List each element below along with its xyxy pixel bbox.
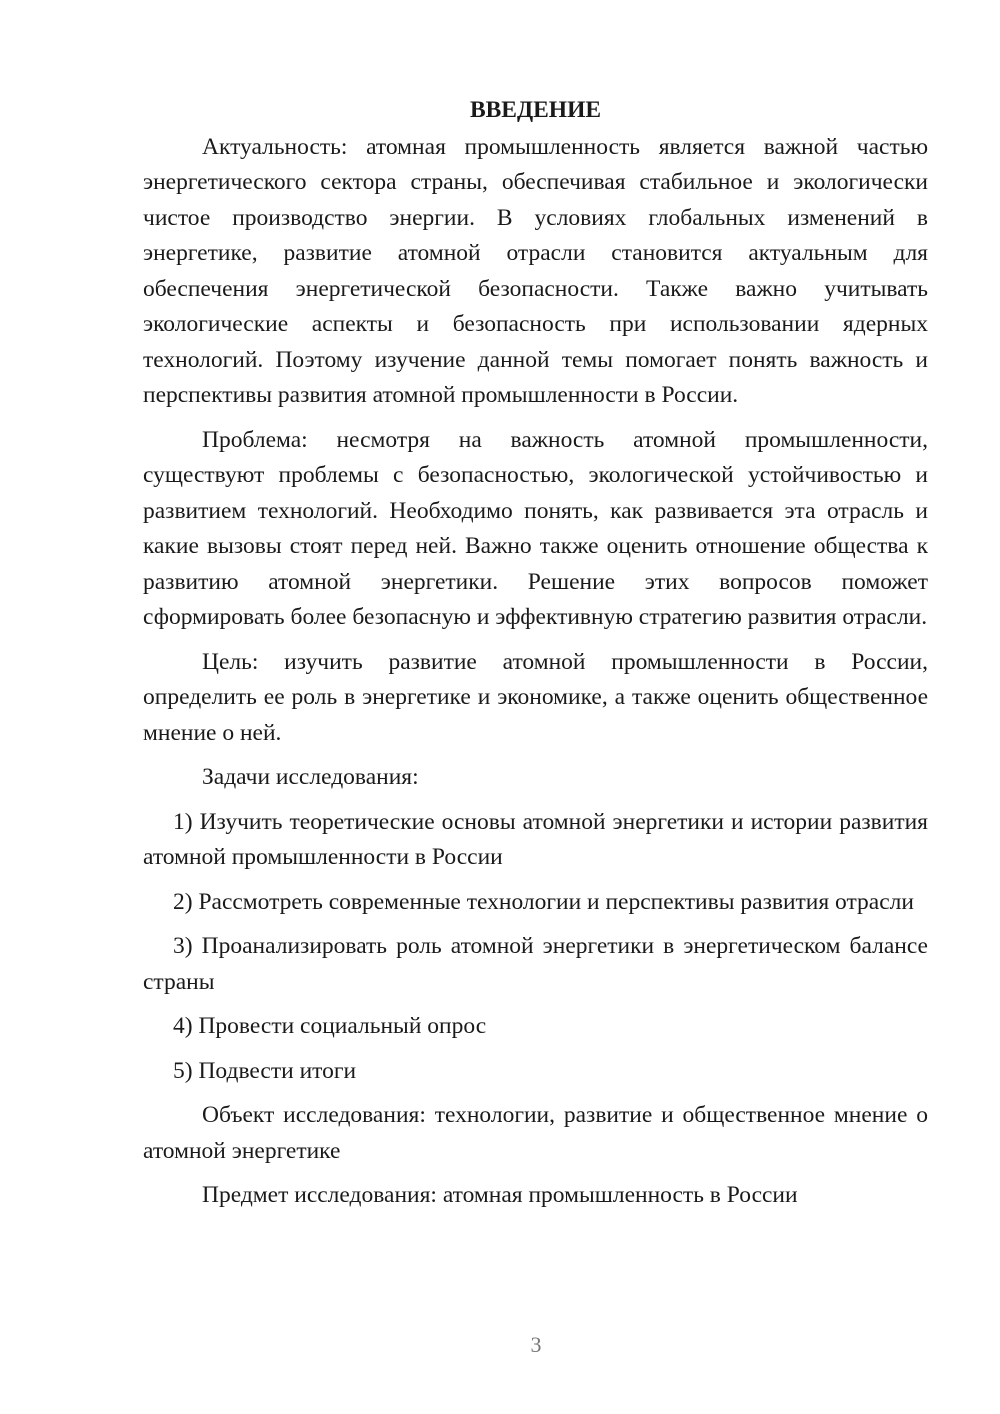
problem-paragraph: Проблема: несмотря на важность атомной промышленности, существуют проблемы с безопасностью, экологической устойчивостью и развитием технологий. Необходимо понять, как развивается эта отрасль и какие вызовы стоят перед ней. Важно также оценить отношение общества к развитию атомной энергетики. Решение этих вопросов поможет сформировать более безопасную и эффективную стратегию развития отрасли. [143,426,928,630]
task-item-3: 3) Проанализировать роль атомной энергетики в энергетическом балансе страны [143,933,928,995]
relevance-paragraph: Актуальность: атомная промышленность является важной частью энергетического сектора страны, обеспечивая стабильное и экологически чистое производство энергии. В условиях глобальных изменений в энергетике, развитие атомной отрасли становится актуальным для обеспечения энергетической безопасности. Также важно учитывать экологические аспекты и безопасность при использовании ядерных технологий. Поэтому изучение данной темы помогает понять важность и перспективы развития атомной промышленности в России. [143,133,928,408]
section-title: ВВЕДЕНИЕ [469,97,602,123]
goal-paragraph: Цель: изучить развитие атомной промышленности в России, определить ее роль в энергетике и экономике, а также оценить общественное мнение о ней. [143,648,928,746]
page-content [143,93,928,1223]
research-subject-paragraph: Предмет исследования: атомная промышленность в России [202,1182,798,1208]
task-item-1: 1) Изучить теоретические основы атомной энергетики и истории развития атомной промышленности в России [143,808,928,870]
task-item-5: 5) Подвести итоги [173,1057,357,1084]
page-number: 3 [530,1332,542,1357]
research-object-paragraph: Объект исследования: технологии, развитие и общественное мнение о атомной энергетике [143,1102,928,1164]
task-item-2: 2) Рассмотреть современные технологии и перспективы развития отрасли [173,888,914,915]
task-item-4: 4) Провести социальный опрос [173,1013,487,1039]
tasks-heading: Задачи исследования: [202,764,419,790]
